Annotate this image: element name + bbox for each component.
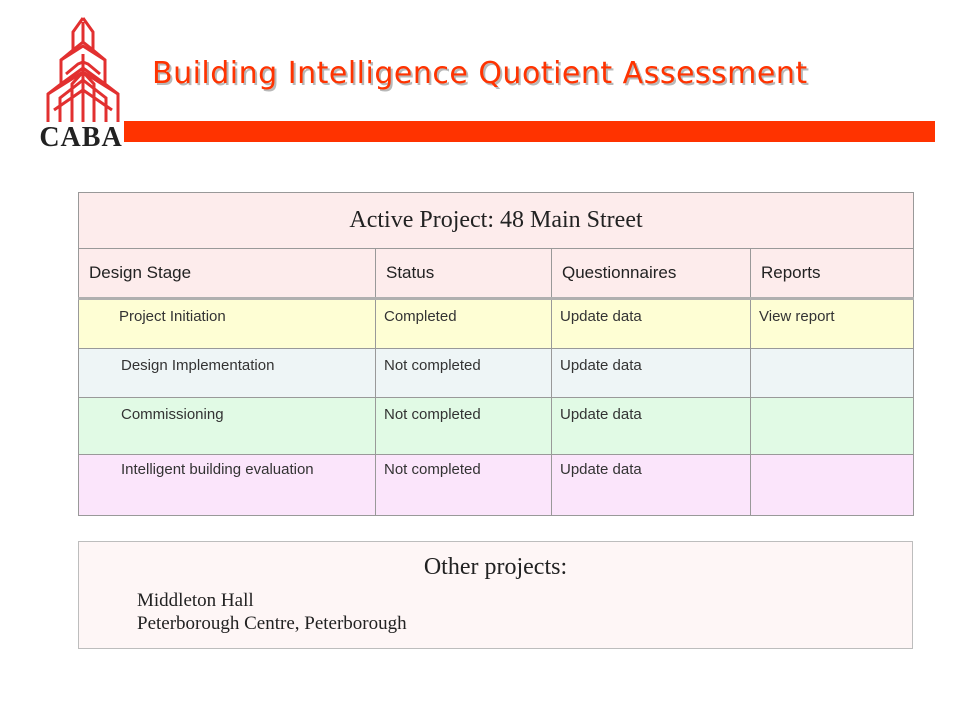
stage-cell: Commissioning [79, 398, 376, 455]
stage-cell: Design Implementation [79, 349, 376, 398]
table-header-row [79, 249, 914, 299]
column-header-questionnaires: Questionnaires [552, 249, 751, 299]
report-cell [751, 455, 914, 516]
other-project-link-peterborough-centre[interactable]: Peterborough Centre, Peterborough [137, 613, 407, 634]
other-projects-title: Other projects: [423, 554, 568, 580]
status-cell: Not completed [376, 455, 552, 516]
stage-cell: Project Initiation [79, 299, 376, 349]
column-header-status: Status [376, 249, 552, 299]
report-cell [751, 398, 914, 455]
table-row [79, 398, 914, 455]
column-header-reports: Reports [751, 249, 914, 299]
update-data-link[interactable]: Update data [552, 398, 751, 455]
building-icon [38, 14, 128, 126]
view-report-link[interactable]: View report [751, 299, 914, 349]
table-row [79, 349, 914, 398]
update-data-link[interactable]: Update data [552, 455, 751, 516]
status-cell: Not completed [376, 398, 552, 455]
page-title: Building Intelligence Quotient Assessment [152, 56, 808, 91]
logo-text: CABA [39, 122, 123, 153]
other-project-link-middleton-hall[interactable]: Middleton Hall [137, 590, 254, 611]
update-data-link[interactable]: Update data [552, 299, 751, 349]
active-project-table [78, 192, 914, 516]
status-cell: Completed [376, 299, 552, 349]
title-underline-bar [124, 121, 935, 142]
table-row [79, 455, 914, 516]
other-projects-list [137, 589, 407, 635]
table-row [79, 299, 914, 349]
report-cell [751, 349, 914, 398]
update-data-link[interactable]: Update data [552, 349, 751, 398]
stage-cell: Intelligent building evaluation [79, 455, 376, 516]
active-project-heading: Active Project: 48 Main Street [79, 193, 914, 249]
other-projects-panel [78, 541, 913, 649]
status-cell: Not completed [376, 349, 552, 398]
caba-logo [38, 14, 128, 154]
column-header-design-stage: Design Stage [79, 249, 376, 299]
